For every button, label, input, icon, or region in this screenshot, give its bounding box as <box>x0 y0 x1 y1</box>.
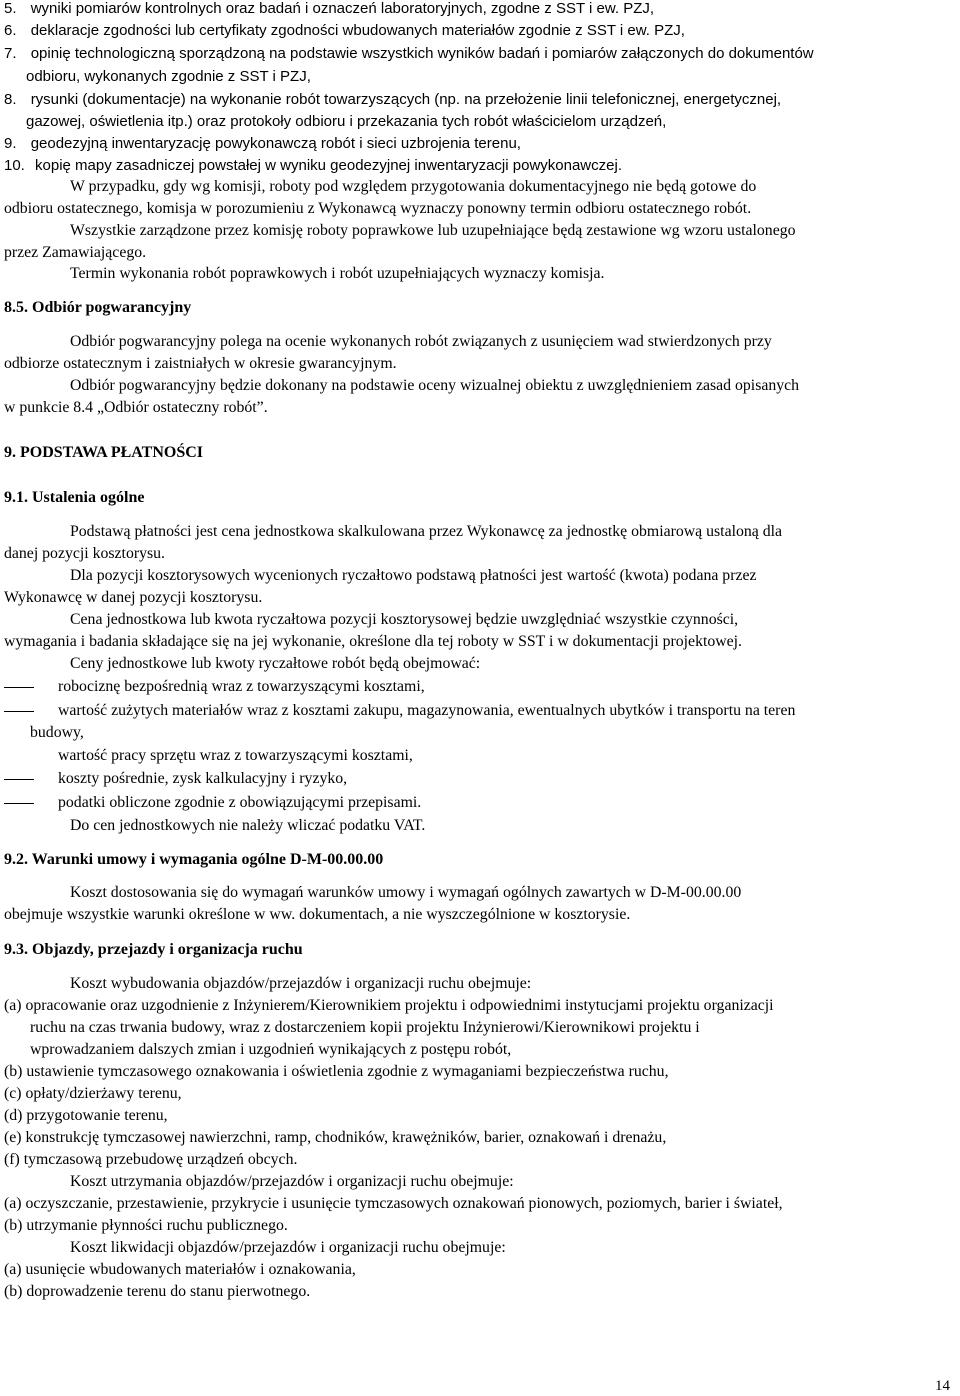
list-number: 6. <box>4 22 17 39</box>
list-item-f: (f) tymczasową przebudowę urządzeń obcych. <box>4 1151 298 1168</box>
list-item-a: (a) opracowanie oraz uzgodnienie z Inżynierem/Kierownikiem projektu i odpowiednimi instytucjami projektu organizacji <box>4 997 774 1014</box>
dash-icon <box>4 687 34 688</box>
paragraph-cont: wymagania i badania składające się na jej wykonanie, określone dla tej roboty w SST i w dokumentacji projektowej. <box>4 633 743 650</box>
section-heading-9-1: 9.1. Ustalenia ogólne <box>4 489 145 506</box>
paragraph: Koszt wybudowania objazdów/przejazdów i organizacji ruchu obejmuje: <box>70 975 532 992</box>
paragraph-cont: danej pozycji kosztorysu. <box>4 545 166 562</box>
section-heading-9-2: 9.2. Warunki umowy i wymagania ogólne D-M-00.00.00 <box>4 851 384 868</box>
paragraph-cont: w punkcie 8.4 „Odbiór ostateczny robót”. <box>4 399 268 416</box>
dash-item <box>4 702 795 720</box>
dash-item <box>4 794 421 812</box>
list-number: 8. <box>4 91 17 108</box>
list-item-a-cont: ruchu na czas trwania budowy, wraz z dostarczeniem kopii projektu Inżynierowi/Kierownikowi projektu i <box>30 1019 700 1036</box>
list-item-a: (a) oczyszczanie, przestawienie, przykrycie i usunięcie tymczasowych oznakowań pionowych, poziomych, barier i świateł, <box>4 1195 783 1212</box>
paragraph-cont: obejmuje wszystkie warunki określone w ww. dokumentach, a nie wyszczególnione w kosztorysie. <box>4 906 631 923</box>
list-item-d: (d) przygotowanie terenu, <box>4 1107 168 1124</box>
list-item-5 <box>4 0 654 17</box>
paragraph-cont: odbioru ostatecznego, komisja w porozumieniu z Wykonawcą wyznaczy ponowny termin odbioru ostatecznego robót. <box>4 200 752 217</box>
list-item-6 <box>4 22 685 39</box>
list-text: kopię mapy zasadniczej powstałej w wyniku geodezyjnej inwentaryzacji powykonawczej. <box>35 157 622 174</box>
paragraph: Koszt dostosowania się do wymagań warunków umowy i wymagań ogólnych zawartych w D-M-00.00.00 <box>70 884 742 901</box>
paragraph: Do cen jednostkowych nie należy wliczać podatku VAT. <box>70 817 426 834</box>
paragraph: Koszt utrzymania objazdów/przejazdów i organizacji ruchu obejmuje: <box>70 1173 514 1190</box>
section-heading-9-3: 9.3. Objazdy, przejazdy i organizacja ruchu <box>4 941 303 958</box>
dash-icon <box>4 711 34 712</box>
list-item-7 <box>4 45 814 62</box>
list-item-c: (c) opłaty/dzierżawy terenu, <box>4 1085 182 1102</box>
list-text: geodezyjną inwentaryzację powykonawczą robót i sieci uzbrojenia terenu, <box>30 135 521 152</box>
dash-item <box>4 770 347 788</box>
dash-icon <box>4 779 34 780</box>
list-item-8 <box>4 91 781 108</box>
section-heading-8-5: 8.5. Odbiór pogwarancyjny <box>4 299 192 316</box>
dash-item-cont: budowy, <box>30 724 84 741</box>
paragraph: Koszt likwidacji objazdów/przejazdów i organizacji ruchu obejmuje: <box>70 1239 506 1256</box>
list-text: wyniki pomiarów kontrolnych oraz badań i oznaczeń laboratoryjnych, zgodne z SST i ew. PZJ, <box>30 0 655 17</box>
list-item-9 <box>4 135 521 152</box>
list-item-7-cont: odbioru, wykonanych zgodnie z SST i PZJ, <box>26 68 311 85</box>
list-item-a: (a) usunięcie wbudowanych materiałów i oznakowania, <box>4 1261 356 1278</box>
paragraph-cont: przez Zamawiającego. <box>4 244 147 261</box>
list-text: deklaracje zgodności lub certyfikaty zgodności wbudowanych materiałów zgodnie z SST i ew. PZJ, <box>30 22 685 39</box>
dash-item-text: podatki obliczone zgodnie z obowiązującymi przepisami. <box>58 794 422 811</box>
list-item-a-cont: wprowadzaniem dalszych zmian i uzgodnień wynikających z postępu robót, <box>30 1041 512 1058</box>
list-item-e: (e) konstrukcję tymczasowej nawierzchni, ramp, chodników, krawężników, barier, oznakowań i drenażu, <box>4 1129 667 1146</box>
list-item-b: (b) doprowadzenie terenu do stanu pierwotnego. <box>4 1283 311 1300</box>
paragraph: W przypadku, gdy wg komisji, roboty pod względem przygotowania dokumentacyjnego nie będą gotowe do <box>70 178 757 195</box>
paragraph: Termin wykonania robót poprawkowych i robót uzupełniających wyznaczy komisja. <box>70 265 605 282</box>
paragraph: Odbiór pogwarancyjny będzie dokonany na podstawie oceny wizualnej obiektu z uwzględnieniem zasad opisanych <box>70 377 800 394</box>
dash-item-text: koszty pośrednie, zysk kalkulacyjny i ryzyko, <box>58 770 348 787</box>
dash-item <box>4 678 425 696</box>
dash-item <box>4 747 413 765</box>
list-text: opinię technologiczną sporządzoną na podstawie wszystkich wyników badań i pomiarów załączonych do dokumentów <box>30 45 814 62</box>
dash-icon <box>4 803 34 804</box>
list-text: rysunki (dokumentacje) na wykonanie robót towarzyszących (np. na przełożenie linii telefonicznej, energetycznej, <box>30 91 782 108</box>
paragraph: Dla pozycji kosztorysowych wycenionych ryczałtowo podstawą płatności jest wartość (kwota) podana przez <box>70 567 757 584</box>
list-number: 10. <box>4 157 25 174</box>
page-number: 14 <box>935 1378 950 1394</box>
list-number: 9. <box>4 135 17 152</box>
list-item-10 <box>4 157 622 174</box>
paragraph-cont: Wykonawcę w danej pozycji kosztorysu. <box>4 589 263 606</box>
paragraph: Cena jednostkowa lub kwota ryczałtowa pozycji kosztorysowej będzie uwzględniać wszystkie czynności, <box>70 611 739 628</box>
paragraph: Wszystkie zarządzone przez komisję roboty poprawkowe lub uzupełniające będą zestawione wg wzoru ustalonego <box>70 222 796 239</box>
dash-item-text: robociznę bezpośrednią wraz z towarzyszącymi kosztami, <box>58 678 425 695</box>
paragraph: Podstawą płatności jest cena jednostkowa skalkulowana przez Wykonawcę za jednostkę obmiarową ustaloną dla <box>70 523 783 540</box>
paragraph: Ceny jednostkowe lub kwoty ryczałtowe robót będą obejmować: <box>70 655 481 672</box>
section-heading-9: 9. PODSTAWA PŁATNOŚCI <box>4 444 203 461</box>
list-item-b: (b) utrzymanie płynności ruchu publicznego. <box>4 1217 288 1234</box>
list-item-8-cont: gazowej, oświetlenia itp.) oraz protokoły odbioru i przekazania tych robót właścicielom urządzeń, <box>26 113 667 130</box>
list-number: 5. <box>4 0 17 17</box>
paragraph-cont: odbiorze ostatecznym i zaistniałych w okresie gwarancyjnym. <box>4 355 397 372</box>
dash-item-text: wartość pracy sprzętu wraz z towarzyszącymi kosztami, <box>58 747 413 764</box>
dash-item-text: wartość zużytych materiałów wraz z kosztami zakupu, magazynowania, ewentualnych ubytków i transportu na teren <box>58 702 796 719</box>
paragraph: Odbiór pogwarancyjny polega na ocenie wykonanych robót związanych z usunięciem wad stwierdzonych przy <box>70 333 772 350</box>
list-number: 7. <box>4 45 17 62</box>
list-item-b: (b) ustawienie tymczasowego oznakowania i oświetlenia zgodnie z wymaganiami bezpieczeństwa ruchu, <box>4 1063 669 1080</box>
